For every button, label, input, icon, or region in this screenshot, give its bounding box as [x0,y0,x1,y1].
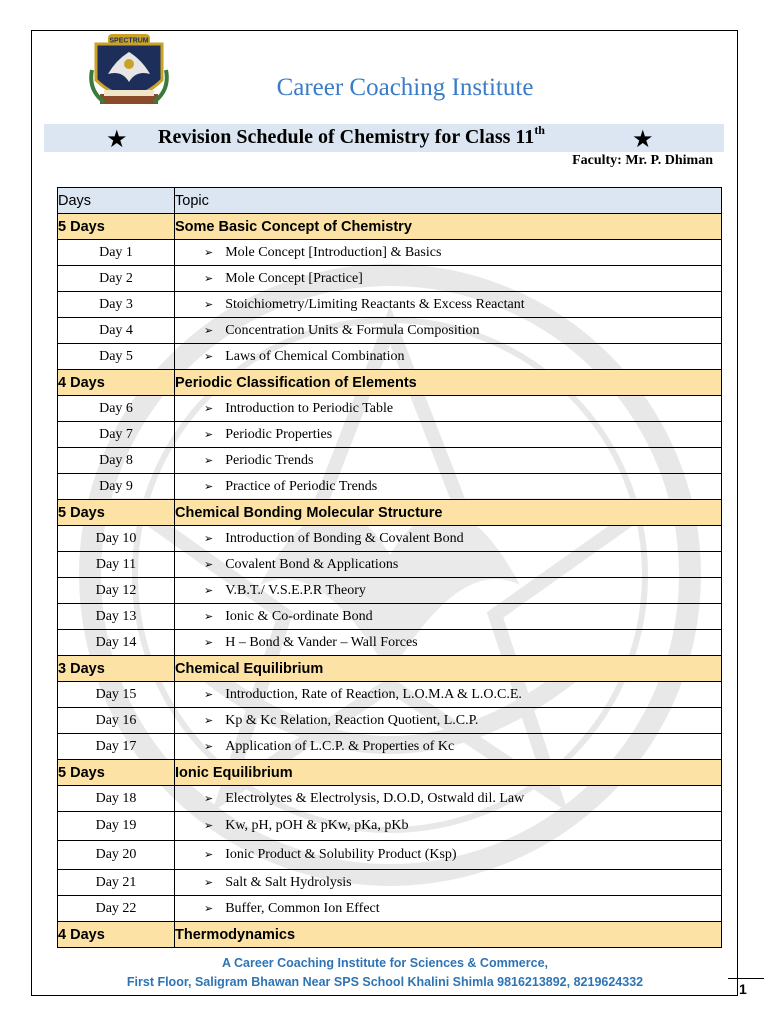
day-label: Day 4 [58,318,175,344]
star-icon: ★ [632,125,654,153]
topic-cell [175,318,722,344]
section-row [58,760,722,786]
day-label: Day 17 [58,734,175,760]
table-row [58,578,722,604]
section-topic: Chemical Equilibrium [175,656,722,682]
section-row [58,656,722,682]
table-row [58,604,722,630]
table-row [58,526,722,552]
arrowhead-bullet-icon: ➢ [204,271,214,285]
arrowhead-bullet-icon: ➢ [204,427,214,441]
arrowhead-bullet-icon: ➢ [204,635,214,649]
spectrum-logo [86,30,172,112]
table-row [58,708,722,734]
section-days: 4 Days [58,922,175,948]
column-header-topic: Topic [175,188,722,214]
day-label: Day 19 [58,812,175,841]
section-topic: Some Basic Concept of Chemistry [175,214,722,240]
topic-cell [175,630,722,656]
topic-cell [175,344,722,370]
topic-cell [175,240,722,266]
day-label: Day 8 [58,448,175,474]
topic-text: Ionic Product & Solubility Product (Ksp) [225,847,457,862]
arrowhead-bullet-icon: ➢ [204,791,214,805]
arrowhead-bullet-icon: ➢ [204,819,214,832]
table-row [58,841,722,870]
arrowhead-bullet-icon: ➢ [204,687,214,701]
day-label: Day 21 [58,870,175,896]
section-days: 3 Days [58,656,175,682]
topic-cell [175,552,722,578]
footer-address [60,954,710,992]
topic-cell [175,708,722,734]
topic-text: Introduction, Rate of Reaction, L.O.M.A & L.O.C.E. [225,686,522,702]
table-row [58,266,722,292]
topic-cell [175,786,722,812]
topic-text: Concentration Units & Formula Composition [225,322,480,338]
section-row [58,370,722,396]
topic-cell [175,448,722,474]
topic-text: Kp & Kc Relation, Reaction Quotient, L.C.P. [225,712,479,728]
arrowhead-bullet-icon: ➢ [204,557,214,571]
day-label: Day 16 [58,708,175,734]
day-label: Day 5 [58,344,175,370]
faculty-name: Faculty: Mr. P. Dhiman [572,153,713,168]
table-row [58,292,722,318]
page-number: 1 [728,978,764,999]
day-label: Day 1 [58,240,175,266]
topic-text: Covalent Bond & Applications [225,556,399,572]
day-label: Day 11 [58,552,175,578]
topic-text: Periodic Properties [225,426,333,442]
section-row [58,500,722,526]
arrowhead-bullet-icon: ➢ [204,609,214,623]
topic-text: Introduction of Bonding & Covalent Bond [225,530,464,546]
section-topic: Chemical Bonding Molecular Structure [175,500,722,526]
topic-cell [175,526,722,552]
table-row [58,448,722,474]
page-title: Revision Schedule of Chemistry for Class 11th [158,123,545,148]
topic-text: H – Bond & Vander – Wall Forces [225,634,418,650]
day-label: Day 13 [58,604,175,630]
topic-cell [175,870,722,896]
section-row [58,214,722,240]
topic-cell [175,604,722,630]
arrowhead-bullet-icon: ➢ [204,531,214,545]
topic-text: Application of L.C.P. & Properties of Kc [225,738,455,754]
topic-cell [175,812,722,841]
topic-cell [175,682,722,708]
table-row [58,812,722,841]
arrowhead-bullet-icon: ➢ [204,739,214,753]
day-label: Day 6 [58,396,175,422]
topic-text: Kw, pH, pOH & pKw, pKa, pKb [225,818,409,833]
day-label: Day 10 [58,526,175,552]
section-days: 5 Days [58,214,175,240]
topic-text: Practice of Periodic Trends [225,478,378,494]
topic-text: Buffer, Common Ion Effect [225,900,380,916]
topic-text: Mole Concept [Introduction] & Basics [225,244,442,260]
topic-cell [175,841,722,870]
arrowhead-bullet-icon: ➢ [204,479,214,493]
day-label: Day 15 [58,682,175,708]
topic-cell [175,474,722,500]
table-row [58,422,722,448]
arrowhead-bullet-icon: ➢ [204,323,214,337]
day-label: Day 7 [58,422,175,448]
topic-text: Stoichiometry/Limiting Reactants & Excess Reactant [225,296,525,312]
topic-text: Laws of Chemical Combination [225,348,405,364]
section-row [58,922,722,948]
table-row [58,734,722,760]
arrowhead-bullet-icon: ➢ [204,453,214,467]
arrowhead-bullet-icon: ➢ [204,583,214,597]
topic-text: Electrolytes & Electrolysis, D.O.D, Ostwald dil. Law [225,790,525,806]
section-days: 5 Days [58,760,175,786]
topic-cell [175,292,722,318]
table-row [58,630,722,656]
table-row [58,682,722,708]
footer-line-2: First Floor, Saligram Bhawan Near SPS School Khalini Shimla 9816213892, 8219624332 [126,975,644,989]
table-row [58,318,722,344]
topic-cell [175,896,722,922]
topic-cell [175,422,722,448]
arrowhead-bullet-icon: ➢ [204,901,214,915]
topic-text: Mole Concept [Practice] [225,270,363,286]
topic-text: Salt & Salt Hydrolysis [225,874,352,890]
topic-cell [175,734,722,760]
table-row [58,240,722,266]
topic-cell [175,266,722,292]
arrowhead-bullet-icon: ➢ [204,848,214,861]
section-topic: Ionic Equilibrium [175,760,722,786]
arrowhead-bullet-icon: ➢ [204,245,214,259]
institute-name: Career Coaching Institute [276,74,534,101]
column-header-days: Days [58,188,175,214]
day-label: Day 14 [58,630,175,656]
section-topic: Periodic Classification of Elements [175,370,722,396]
footer-line-1: A Career Coaching Institute for Sciences & Commerce, [221,956,549,970]
day-label: Day 2 [58,266,175,292]
topic-cell [175,396,722,422]
topic-text: Introduction to Periodic Table [225,400,394,416]
star-icon: ★ [106,125,128,153]
day-label: Day 20 [58,841,175,870]
topic-cell [175,578,722,604]
arrowhead-bullet-icon: ➢ [204,875,214,889]
table-row [58,344,722,370]
section-days: 4 Days [58,370,175,396]
topic-text: Ionic & Co-ordinate Bond [225,608,373,624]
table-row [58,896,722,922]
day-label: Day 9 [58,474,175,500]
table-row [58,786,722,812]
day-label: Day 3 [58,292,175,318]
svg-text:SPECTRUM: SPECTRUM [109,37,149,45]
table-row [58,552,722,578]
arrowhead-bullet-icon: ➢ [204,401,214,415]
table-row [58,396,722,422]
topic-text: Periodic Trends [225,452,314,468]
day-label: Day 12 [58,578,175,604]
schedule-table [57,187,722,948]
day-label: Day 22 [58,896,175,922]
table-header-row [58,188,722,214]
table-row [58,474,722,500]
arrowhead-bullet-icon: ➢ [204,349,214,363]
section-topic: Thermodynamics [175,922,722,948]
day-label: Day 18 [58,786,175,812]
section-days: 5 Days [58,500,175,526]
table-row [58,870,722,896]
arrowhead-bullet-icon: ➢ [204,297,214,311]
arrowhead-bullet-icon: ➢ [204,713,214,727]
topic-text: V.B.T./ V.S.E.P.R Theory [225,582,366,598]
